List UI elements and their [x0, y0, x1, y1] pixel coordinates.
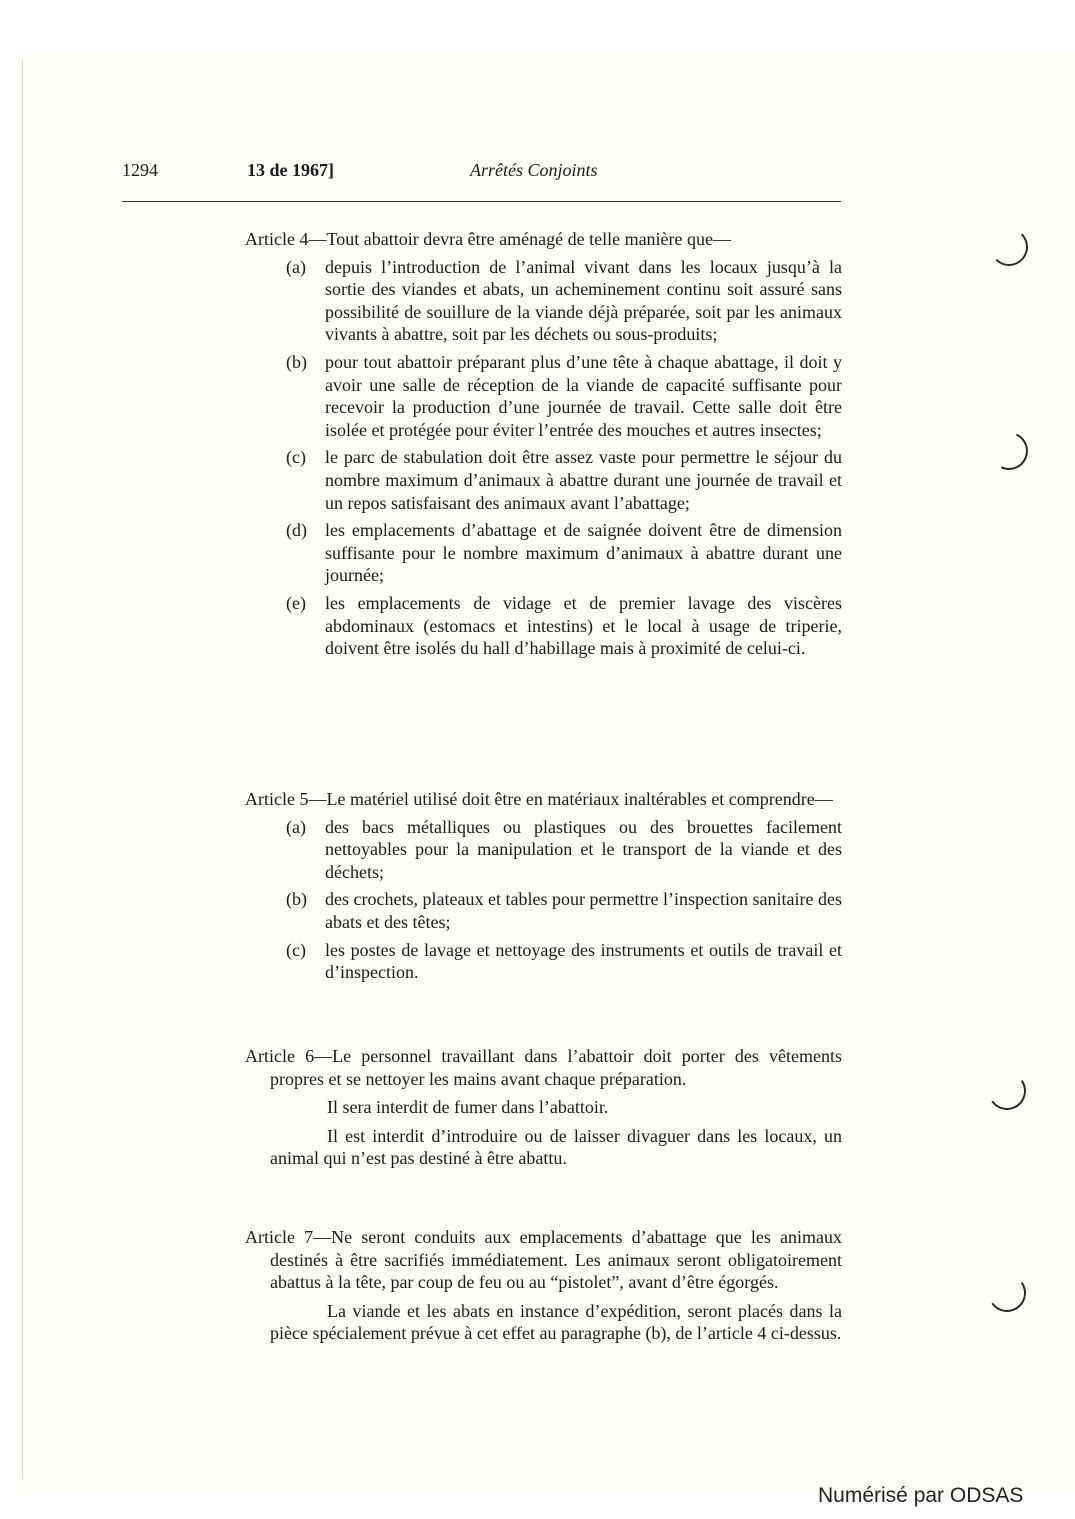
digitization-credit: Numérisé par ODSAS: [818, 1484, 1024, 1507]
page-number: 1294: [122, 160, 158, 180]
item-label: (b): [286, 889, 307, 910]
item-text: pour tout abattoir préparant plus d’une tête à chaque abattage, il doit y avoir une salle de réception de la viande de capacité suffisante pour recevoir la production d’une journée de travail. Cette salle doit être isolée et protégée pour éviter l’entrée des mouches et autres insectes;: [325, 351, 842, 440]
list-item: [245, 351, 842, 441]
punch-hole-mark: [990, 228, 1028, 266]
article-6-heading: Article 6—Le personnel travaillant dans l’abattoir doit porter des vêtements propres et se nettoyer les mains avant chaque préparation.: [245, 1046, 842, 1089]
article-4-heading: Article 4—Tout abattoir devra être aménagé de telle manière que—: [245, 229, 732, 249]
item-label: (b): [286, 351, 307, 372]
list-item: [245, 256, 842, 346]
list-item: [245, 816, 842, 884]
article-6-paragraph: Il est interdit d’introduire ou de laisser divaguer dans les locaux, un animal qui n’est pas destiné à être abattu.: [270, 1125, 842, 1169]
item-text: des bacs métalliques ou plastiques ou des brouettes facilement nettoyables pour la manipulation et le transport de la viande et des déchets;: [325, 816, 842, 882]
item-text: les emplacements de vidage et de premier lavage des viscères abdominaux (estomacs et intestins) et le local à usage de triperie, doivent être isolés du hall d’habillage mais à proximité de celui-ci.: [325, 592, 842, 659]
item-label: (c): [286, 939, 306, 960]
item-text: des crochets, plateaux et tables pour permettre l’inspection sanitaire des abats et des têtes;: [325, 889, 842, 932]
list-item: [245, 888, 842, 933]
article-6-paragraph: Il sera interdit de fumer dans l’abattoir.: [327, 1097, 609, 1118]
item-text: les emplacements d’abattage et de saignée doivent être de dimension suffisante pour le nombre maximum d’animaux à abattre durant une journée;: [325, 520, 842, 586]
article-7-heading: Article 7—Ne seront conduits aux emplacements d’abattage que les animaux destinés à être sacrifiés immédiatement. Les animaux seront obligatoirement abattus à la tête, par coup de feu ou au “pistolet”, avant d’être égorgés.: [245, 1227, 842, 1293]
page-edge-line: [22, 60, 23, 1480]
list-item: [245, 446, 842, 514]
item-label: (a): [286, 256, 306, 277]
item-text: depuis l’introduction de l’animal vivant dans les locaux jusqu’à la sortie des viandes et abats, un acheminement continu soit assuré sans possibilité de souillure de la viande déjà préparée, soit par les animaux vivants à abattre, soit par les déchets ou sous-produits;: [325, 256, 842, 345]
running-title: Arrêtés Conjoints: [470, 160, 598, 180]
item-label: (a): [286, 816, 306, 837]
list-item: [245, 592, 842, 660]
article-6: [245, 1045, 842, 1170]
item-label: (e): [286, 592, 306, 613]
year-reference: 13 de 1967]: [247, 160, 334, 180]
list-item: [245, 519, 842, 587]
item-label: (d): [286, 520, 307, 541]
item-text: les postes de lavage et nettoyage des instruments et outils de travail et d’inspection.: [325, 939, 842, 983]
article-7: [245, 1226, 842, 1345]
article-5-heading: Article 5—Le matériel utilisé doit être en matériaux inaltérables et comprendre—: [245, 789, 833, 809]
item-label: (c): [286, 447, 306, 468]
article-7-paragraph: La viande et les abats en instance d’expédition, seront placés dans la pièce spécialement prévue à cet effet au paragraphe (b), de l’article 4 ci-dessus.: [270, 1300, 842, 1344]
header-rule: [122, 201, 841, 202]
article-5: [245, 788, 842, 984]
item-text: le parc de stabulation doit être assez vaste pour permettre le séjour du nombre maximum d’animaux à abattre durant une journée de travail et un repos satisfaisant des animaux avant l’abattage;: [325, 447, 842, 513]
running-header: [0, 160, 1075, 184]
article-4: [245, 228, 842, 660]
list-item: [245, 939, 842, 984]
